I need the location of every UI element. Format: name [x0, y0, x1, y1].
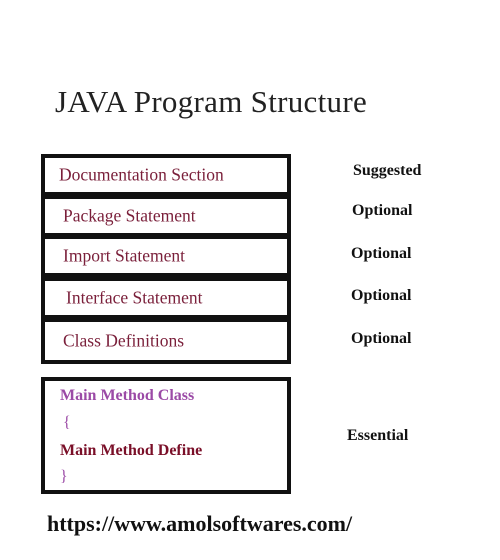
package-requirement: Optional: [352, 202, 413, 219]
source-url: https://www.amolsoftwares.com/: [47, 511, 353, 536]
interface-statement-box: [41, 277, 291, 319]
package-statement-box: [41, 195, 291, 237]
documentation-section-box: [41, 154, 291, 196]
open-brace-line: {: [63, 414, 71, 431]
package-statement-label: Package Statement: [63, 205, 196, 226]
main-method-define-line: Main Method Define: [60, 442, 203, 459]
import-requirement: Optional: [351, 245, 412, 262]
main-method-class-line: Main Method Class: [60, 387, 195, 404]
import-statement-box: [41, 235, 291, 277]
documentation-requirement: Suggested: [353, 162, 422, 179]
diagram-title: JAVA Program Structure: [55, 84, 368, 119]
interface-requirement: Optional: [351, 287, 412, 304]
import-statement-label: Import Statement: [63, 245, 185, 266]
main-method-box: [41, 377, 291, 494]
class-definitions-label: Class Definitions: [63, 330, 185, 351]
documentation-section-label: Documentation Section: [59, 164, 224, 185]
interface-statement-label: Interface Statement: [66, 287, 203, 308]
close-brace-line: }: [60, 468, 68, 485]
class-definitions-requirement: Optional: [351, 330, 412, 347]
main-method-requirement: Essential: [347, 427, 409, 444]
class-definitions-box: [41, 318, 291, 364]
